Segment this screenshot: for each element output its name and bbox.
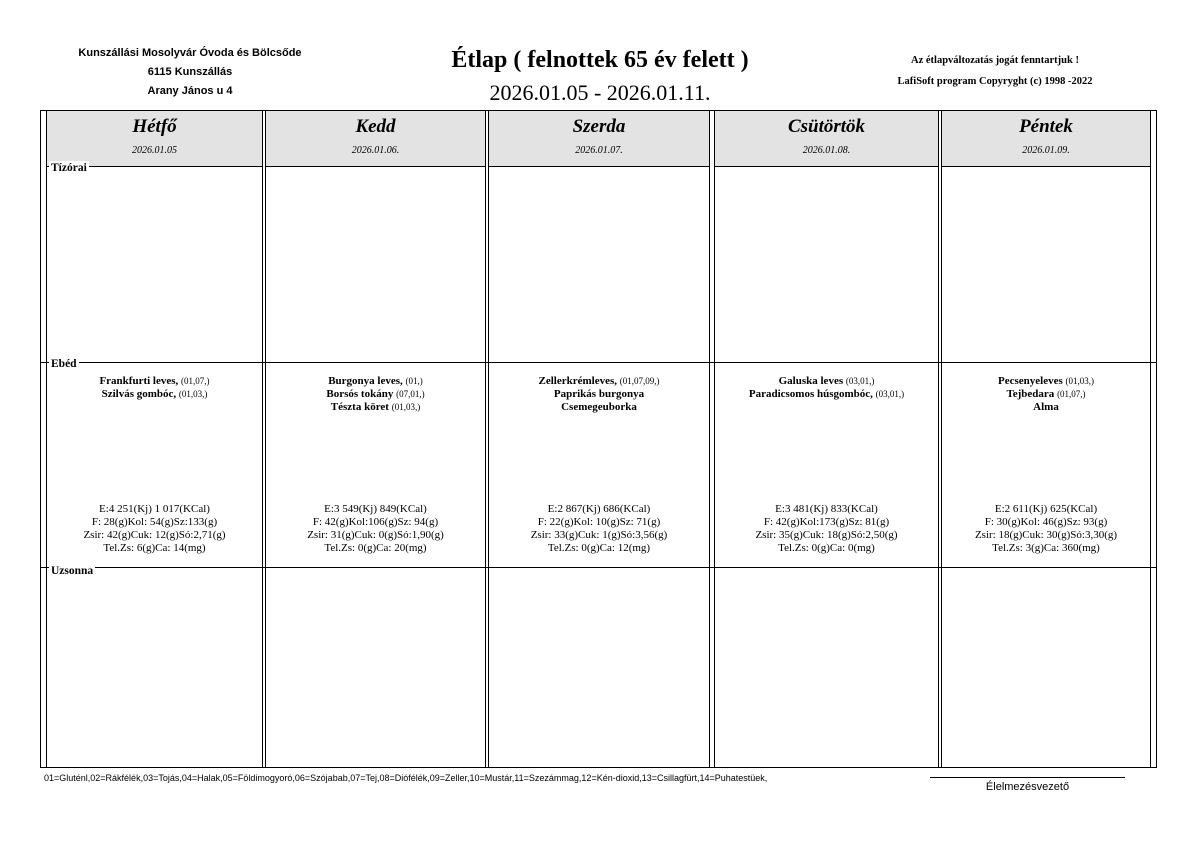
lunch-dishes [942,375,1150,414]
lunch-dishes [47,375,262,401]
row-label-uzsonna: Uzsonna [51,565,94,577]
day-name: Péntek [1019,116,1073,137]
nutrition-info: E:2 611(Kj) 625(KCal) F: 30(g)Kol: 46(g)Sz: 93(g) Zsir: 18(g)Cuk: 30(g)Só:3,30(g) Tel.Zs: 3(g)Ca: 360(mg) [974,503,1118,554]
signature-label: Élelmezésvezető [985,781,1070,793]
day-date: 2026.01.08. [802,145,851,156]
dish-line: Szilvás gombóc, (01,03,) [101,388,208,400]
menu-title: Étlap ( felnottek 65 év felett ) [451,47,749,73]
copyright-text: LafiSoft program Copyryght (c) 1998 -2022 [897,76,1093,87]
signature-line [930,777,1125,778]
day-date: 2026.01.05 [132,145,177,156]
nutrition-info: E:4 251(Kj) 1 017(KCal) F: 28(g)Kol: 54(g)Sz:133(g) Zsir: 42(g)Cuk: 12(g)Só:2,71(g) Tel.Zs: 6(g)Ca: 14(mg) [83,503,226,554]
day-name: Hétfő [132,116,177,137]
edge-mark [1150,425,1151,540]
day-header [47,111,262,167]
edge-mark [1150,640,1151,760]
edge-mark [1150,180,1151,295]
header-notice-block [870,50,1120,92]
day-column-friday [941,111,1151,767]
dish-line: Tejbedara (01,07,) [1006,388,1086,400]
day-header [715,111,938,167]
dish-line: Zellerkrémleves, (01,07,09,) [538,375,660,387]
dish-line: Csemegeuborka [561,401,637,413]
org-name: Kunszállási Mosolyvár Óvoda és Bölcsőde [78,47,302,59]
menu-grid [40,110,1157,768]
day-column-tuesday [265,111,486,767]
day-header [489,111,709,167]
org-street: Arany János u 4 [147,85,233,97]
allergen-legend: 01=Gluténl,02=Rákfélék,03=Tojás,04=Halak,05=Földimogyoró,06=Szójabab,07=Tej,08=Diófélék,09=Zeller,10=Mustár,11=Szezámmag,12=Kén-dioxid,13=Csillagfürt,14=Puhatestüek, [44,773,768,783]
lunch-dishes [489,375,709,414]
day-date: 2026.01.07. [575,145,623,156]
nutrition-info: E:3 549(Kj) 849(KCal) F: 42(g)Kol:106(g)Sz: 94(g) Zsir: 31(g)Cuk: 0(g)Só:1,90(g) Tel.Zs: 0(g)Ca: 20(mg) [307,503,444,554]
dish-line: Borsós tokány (07,01,) [326,388,425,400]
day-date: 2026.01.06. [351,145,400,156]
day-column-wednesday [488,111,710,767]
nutrition-info: E:3 481(Kj) 833(KCal) F: 42(g)Kol:173(g)Sz: 81(g) Zsir: 35(g)Cuk: 18(g)Só:2,50(g) Tel.Zs: 0(g)Ca: 0(mg) [755,503,898,554]
day-header [942,111,1150,167]
dish-line: Galuska leves (03,01,) [778,375,875,387]
dish-line: Alma [1033,401,1059,413]
menu-title-block [380,44,820,108]
dish-line: Burgonya leves, (01,) [328,375,423,387]
nutrition-info: E:2 867(Kj) 686(KCal) F: 22(g)Kol: 10(g)Sz: 71(g) Zsir: 33(g)Cuk: 1(g)Só:3,56(g) Tel.Zs: 0(g)Ca: 12(mg) [530,503,668,554]
day-column-thursday [714,111,939,767]
day-date: 2026.01.09. [1022,145,1070,156]
day-name: Csütörtök [787,116,866,137]
row-label-tizorai: Tízórai [51,162,87,174]
dish-line: Paprikás burgonya [553,388,645,400]
dish-line: Paradicsomos húsgombóc, (03,01,) [748,388,905,400]
org-zip-city: 6115 Kunszállás [147,66,233,78]
dish-line: Pecsenyeleves (01,03,) [998,375,1094,387]
menu-period: 2026.01.05 - 2026.01.11. [489,80,711,105]
dish-line: Frankfurti leves, (01,07,) [99,375,210,387]
lunch-dishes [715,375,938,401]
dish-line: Tészta köret (01,03,) [330,401,421,413]
row-divider-lunch [41,362,1156,363]
day-name: Szerda [572,116,626,137]
day-name: Kedd [355,116,396,137]
row-label-ebed: Ebéd [51,358,77,370]
row-divider-snack [41,567,1156,568]
day-column-monday [46,111,263,767]
change-notice: Az étlapváltozatás jogát fenntartjuk ! [911,55,1079,66]
organization-info [60,44,320,101]
lunch-dishes [266,375,485,414]
day-header [266,111,485,167]
